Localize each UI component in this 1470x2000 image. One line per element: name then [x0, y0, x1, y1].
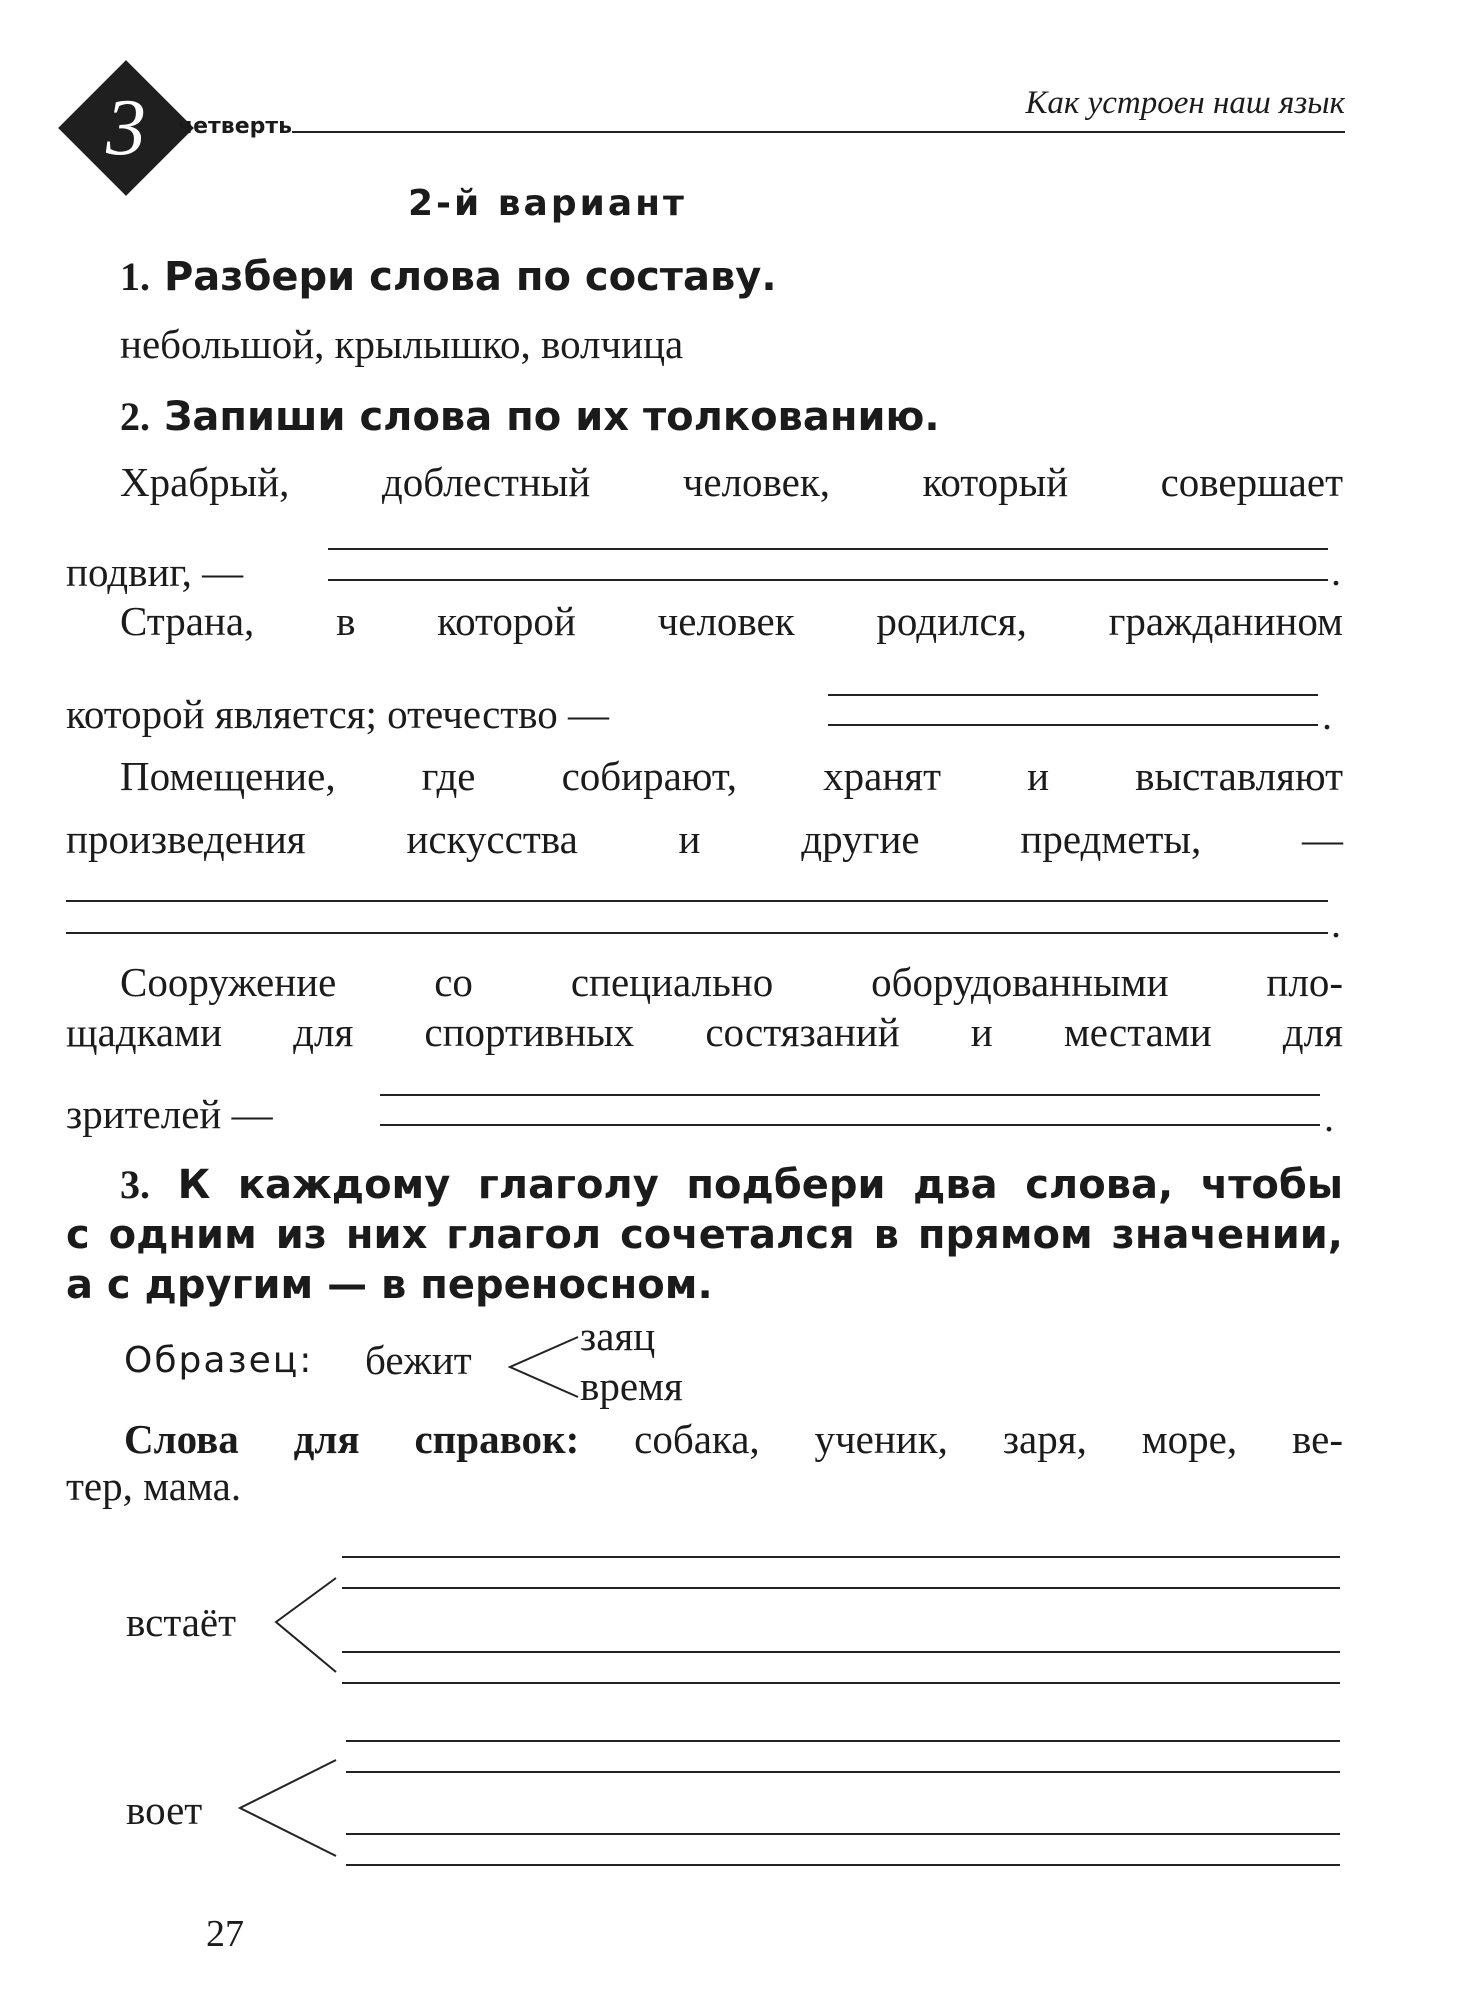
answer-line[interactable]: [380, 1124, 1320, 1126]
reference-label: Слова для справок:: [124, 1416, 580, 1462]
quarter-label: четверть: [178, 114, 293, 139]
task2-heading: [120, 393, 940, 440]
answer-line[interactable]: [66, 932, 1328, 934]
period: .: [1331, 549, 1341, 594]
definition-4-line1: Сооружение со специально оборудованными пло-: [120, 959, 1343, 1005]
task2-number: 2.: [120, 394, 150, 439]
variant-title: 2-й вариант: [408, 183, 687, 224]
task2-instruction: Запиши слова по их толкованию.: [163, 394, 940, 440]
reference-words-1: собака, ученик, заря, море, ве-: [634, 1416, 1343, 1462]
task1-number: 1.: [120, 254, 150, 299]
task3-instruction-1: К каждому глаголу подбери два слова, чтобы: [177, 1162, 1343, 1208]
period: .: [1331, 901, 1341, 946]
task1-words: небольшой, крылышко, волчица: [120, 321, 684, 367]
task1-instruction: Разбери слова по составу.: [163, 254, 777, 300]
definition-1-line1: Храбрый, доблестный человек, который совершает: [120, 459, 1343, 505]
answer-line[interactable]: [828, 724, 1318, 726]
answer-line[interactable]: [346, 1740, 1340, 1742]
task3-instruction-3: а с другим — в переносном.: [66, 1262, 713, 1308]
sample-branch: [500, 1325, 580, 1405]
task3-instruction-2: с одним из них глагол сочетался в прямом значении,: [66, 1212, 1343, 1258]
answer-line[interactable]: [66, 900, 1328, 902]
verb-1: встаёт: [126, 1599, 237, 1645]
definition-2-line2: которой является; отечество —: [66, 691, 610, 737]
answer-line[interactable]: [380, 1094, 1320, 1096]
definition-2-line1: Страна, в которой человек родился, гражданином: [120, 598, 1343, 644]
answer-line[interactable]: [342, 1587, 1340, 1589]
sample-word-2: время: [580, 1363, 683, 1409]
task3-number: 3.: [120, 1162, 150, 1207]
verb-1-branch: [268, 1570, 348, 1680]
answer-line[interactable]: [328, 579, 1328, 581]
answer-line[interactable]: [342, 1556, 1340, 1558]
verb-2: воет: [126, 1787, 203, 1833]
answer-line[interactable]: [328, 548, 1328, 550]
quarter-number: 3: [106, 84, 146, 172]
answer-line[interactable]: [342, 1682, 1340, 1684]
reference-line2: тер, мама.: [66, 1463, 242, 1509]
verb-2-branch: [232, 1752, 342, 1862]
answer-line[interactable]: [346, 1833, 1340, 1835]
reference-line1: [124, 1415, 1343, 1464]
definition-3-line1: Помещение, где собирают, хранят и выставляют: [120, 753, 1343, 799]
definition-4-line2: щадками для спортивных состязаний и местами для: [66, 1009, 1343, 1055]
answer-line[interactable]: [342, 1651, 1340, 1653]
definition-1-line2: подвиг, —: [66, 549, 244, 595]
sample-verb: бежит: [365, 1337, 472, 1383]
answer-line[interactable]: [346, 1771, 1340, 1773]
page-number: 27: [206, 1913, 244, 1955]
sample-label: Образец:: [124, 1340, 314, 1381]
answer-line[interactable]: [828, 694, 1318, 696]
definition-3-line2: произведения искусства и другие предметы, —: [66, 816, 1343, 862]
sample-word-1: заяц: [580, 1313, 656, 1359]
task1-heading: [120, 253, 777, 300]
header-rule: [292, 131, 1345, 133]
period: .: [1322, 693, 1332, 738]
definition-4-line3: зрителей —: [66, 1091, 273, 1137]
answer-line[interactable]: [346, 1864, 1340, 1866]
period: .: [1324, 1095, 1334, 1140]
running-head: Как устроен наш язык: [1025, 85, 1345, 121]
task3-line1: [120, 1160, 1343, 1210]
